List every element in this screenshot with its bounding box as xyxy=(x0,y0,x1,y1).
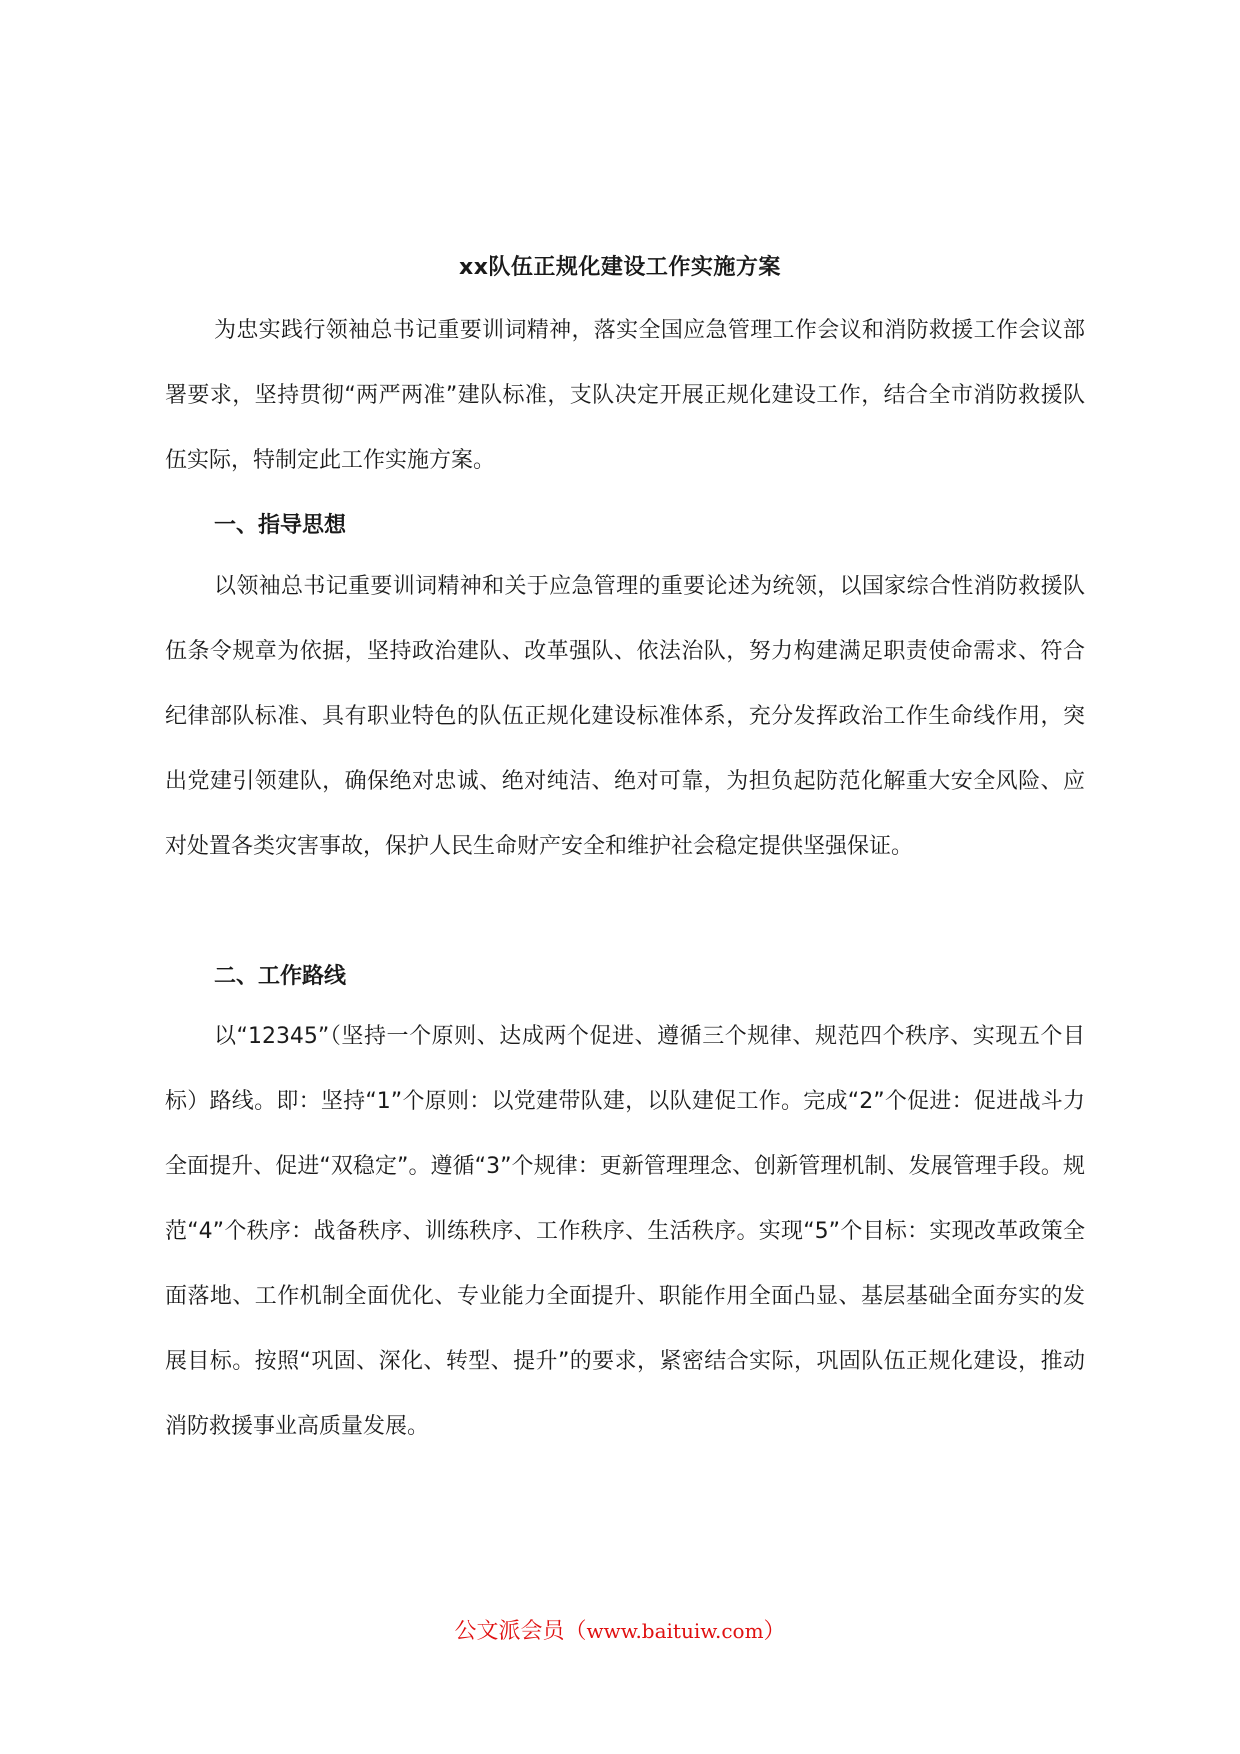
section-paragraph-work-route: 以“12345”（坚持一个原则、达成两个促进、遵循三个规律、规范四个秩序、实现五个目标）路线。即：坚持“1”个原则：以党建带队建，以队建促工作。完成“2”个促进：促进战斗力全面提升、促进“双稳定”。遵循“3”个规律：更新管理理念、创新管理机制、发展管理手段。规范“4”个秩序：战备秩序、训练秩序、工作秩序、生活秩序。实现“5”个目标：实现改革政策全面落地、工作机制全面优化、专业能力全面提升、职能作用全面凸显、基层基础全面夯实的发展目标。按照“巩固、深化、转型、提升”的要求，紧密结合实际，巩固队伍正规化建设，推动消防救援事业高质量发展。 xyxy=(165,1024,1085,1439)
intro-paragraph: 为忠实践行领袖总书记重要训词精神，落实全国应急管理工作会议和消防救援工作会议部署要求，坚持贯彻“两严两准”建队标准，支队决定开展正规化建设工作，结合全市消防救援队伍实际，特制定此工作实施方案。 xyxy=(165,318,1085,473)
section-heading-work-route: 二、工作路线 xyxy=(214,964,347,989)
footer-url-link[interactable]: www.baituiw.com xyxy=(586,1619,764,1643)
footer-close: ） xyxy=(763,1619,786,1644)
section-paragraph-guiding-ideology: 以领袖总书记重要训词精神和关于应急管理的重要论述为统领，以国家综合性消防救援队伍条令规章为依据，坚持政治建队、改革强队、依法治队，努力构建满足职责使命需求、符合纪律部队标准、具有职业特色的队伍正规化建设标准体系，充分发挥政治工作生命线作用，突出党建引领建队，确保绝对忠诚、绝对纯洁、绝对可靠，为担负起防范化解重大安全风险、应对处置各类灾害事故，保护人民生命财产安全和维护社会稳定提供坚强保证。 xyxy=(165,574,1085,859)
document-title: xx队伍正规化建设工作实施方案 xyxy=(459,255,781,280)
footer-label: 公文派会员（ xyxy=(454,1619,587,1644)
section-heading-guiding-ideology: 一、指导思想 xyxy=(214,513,347,538)
footer-watermark xyxy=(0,1614,1240,1645)
